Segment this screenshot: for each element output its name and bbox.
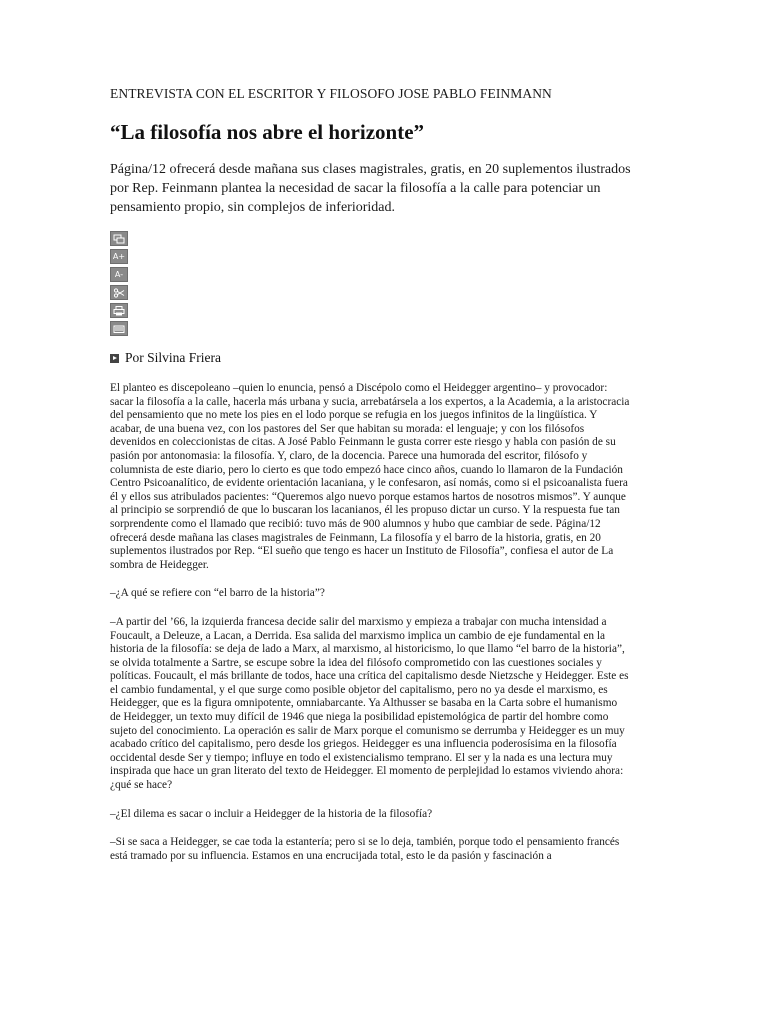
article-kicker: ENTREVISTA CON EL ESCRITOR Y FILOSOFO JOSE PABLO FEINMANN (110, 86, 552, 101)
article-lead: Página/12 ofrecerá desde mañana sus clases magistrales, gratis, en 20 suplementos ilustrados por Rep. Feinmann plantea la necesidad de sacar la filosofía a la calle para potenciar un pensamiento propio, sin complejos de inferioridad. (110, 162, 631, 215)
answer-paragraph: –A partir del ’66, la izquierda francesa decide salir del marxismo y empieza a trabajar con mucha intensidad a Foucault, a Deleuze, a Lacan, a Derrida. Esa salida del marxismo implica un cambio de eje fundamental en la historia de la filosofía: se deja de lado a Marx, al marxismo, al historicismo, lo que llamo “el barro de la historia”, se olvida totalmente a Sartre, se escupe sobre la idea del filósofo comprometido con las cuestiones sociales y políticas. Foucault, el más brillante de todos, hace una crítica del capitalismo desde Nietzsche y Heidegger. Este es el cambio fundamental, y el que surge como posible objetor del capitalismo, pero no ya desde el marxismo, es Heidegger, que es la figura omnipotente, omniabarcante. Ya Althusser se basaba en la Carta sobre el humanismo de Heidegger, un texto muy difícil de 1946 que niega la posibilidad epistemológica de partir del hombre como sujeto del conocimiento. La operación es salir de Marx porque el comunismo se derrumba y Heidegger es un muy acabado crítico del capitalismo, pero desde los griegos. Heidegger es una influencia poderosísima en la filosofía occidental desde Ser y tiempo; influye en todo el existencialismo temprano. El ser y la nada es una lectura muy inspirada que hace un gran literato del texto de Heidegger. El momento de perplejidad lo estamos viviendo ahora: ¿qué se hace? (110, 615, 629, 792)
play-arrow-icon (110, 354, 119, 363)
font-increase-icon[interactable]: A+ (110, 249, 128, 264)
print-preview-icon[interactable] (110, 231, 128, 246)
scissors-icon[interactable] (110, 285, 128, 300)
question-paragraph: –¿El dilema es sacar o incluir a Heidegger de la historia de la filosofía? (110, 807, 433, 820)
article-title: “La filosofía nos abre el horizonte” (110, 120, 425, 144)
font-decrease-icon[interactable]: A- (110, 267, 128, 282)
email-icon[interactable] (110, 321, 128, 336)
printer-icon[interactable] (110, 303, 128, 318)
byline-author: Por Silvina Friera (125, 350, 221, 365)
question-paragraph: –¿A qué se refiere con “el barro de la historia”? (110, 587, 325, 600)
article-toolbar (110, 231, 128, 339)
article-byline (110, 350, 221, 366)
article-body (110, 382, 630, 878)
body-paragraph: El planteo es discepoleano –quien lo enuncia, pensó a Discépolo como el Heidegger argentino– y provocador: sacar la filosofía a la calle, hacerla más urbana y sucia, arrebatársela a los expertos, a la Academia, a la aristocracia del pensamiento que no mete los pies en el lodo porque se refugia en los juegos infinitos de la lingüística. Y acabar, de una buena vez, con los pastores del Ser que habitan su morada: el lenguaje; y con los filósofos devenidos en coleccionistas de citas. A José Pablo Feinmann le gusta correr este riesgo y habla con pasión de su pasión por antonomasia: la filosofía. Y, claro, de la docencia. Parece una humorada del escritor, filósofo y columnista de este diario, pero lo cierto es que todo empezó hace cinco años, cuando lo llamaron de la Fundación Centro Psicoanalítico, de evidente orientación lacaniana, y le confesaron, así nomás, como si el psicoanalista fuera él y ellos sus atribulados pacientes: “Queremos algo nuevo porque estamos hartos de nosotros mismos”. Y aunque al principio se sorprendió de que lo buscaran los lacanianos, él les propuso dictar un curso. Y la respuesta fue tan sorprendente como el llamado que recibió: tuvo más de 900 alumnos y hubo que cambiar de sede. Página/12 ofrecerá desde mañana las clases magistrales de Feinmann, La filosofía y el barro de la historia, gratis, en 20 suplementos ilustrados por Rep. “El sueño que tengo es hacer un Instituto de Filosofía”, confiesa el autor de La sombra de Heidegger. (110, 382, 630, 571)
answer-paragraph: –Si se saca a Heidegger, se cae toda la estantería; pero si se lo deja, también, porque todo el pensamiento francés está tramado por su influencia. Estamos en una encrucijada total, esto le da pasión y fascinación a (110, 836, 620, 862)
